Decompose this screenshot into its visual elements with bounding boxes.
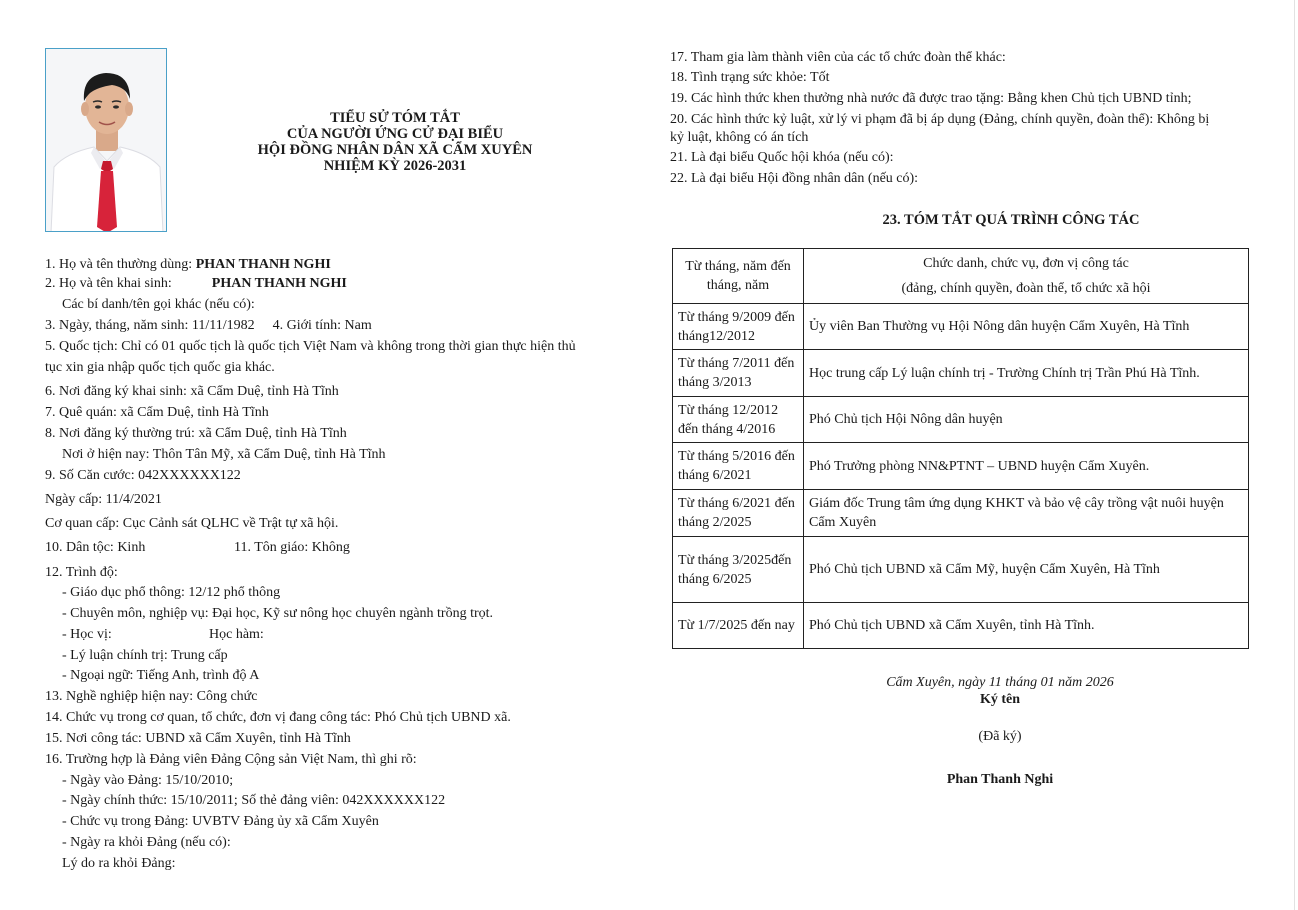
row-period: Từ tháng 12/2012 đến tháng 4/2016 (673, 397, 804, 443)
title-line-4: NHIỆM KỲ 2026-2031 (323, 158, 467, 174)
document-title (210, 110, 580, 174)
item-2-label: 2. Họ và tên khai sinh: (45, 276, 172, 291)
portrait-image (46, 49, 167, 232)
item-1-value: PHAN THANH NGHI (195, 257, 331, 272)
item-3-4-line (45, 317, 372, 335)
item-6-birthplace: 6. Nơi đăng ký khai sinh: xã Cẩm Duệ, tỉnh Hà Tĩnh (45, 384, 339, 399)
row-position: Phó Chủ tịch UBND xã Cẩm Xuyên, tỉnh Hà Tĩnh. (804, 603, 1249, 649)
party-leave-reason: Lý do ra khỏi Đảng: (62, 856, 176, 871)
header-position-line-2: (đảng, chính quyền, đoàn thể, tổ chức xã hội (901, 281, 1151, 296)
candidate-portrait-photo (45, 48, 167, 232)
item-8-residence: 8. Nơi đăng ký thường trú: xã Cẩm Duệ, tỉnh Hà Tĩnh (45, 426, 347, 441)
item-21-national-assembly: 21. Là đại biểu Quốc hội khóa (nếu có): (670, 150, 894, 165)
item-16-party: 16. Trường hợp là Đảng viên Đảng Cộng sản Việt Nam, thì ghi rõ: (45, 752, 417, 767)
row-position: Học trung cấp Lý luận chính trị - Trường Chính trị Trần Phú Hà Tĩnh. (804, 350, 1249, 397)
row-position: Giám đốc Trung tâm ứng dụng KHKT và bảo vệ cây trồng vật nuôi huyện Cẩm Xuyên (804, 490, 1249, 537)
title-line-3: HỘI ĐỒNG NHÂN DÂN XÃ CẨM XUYÊN (257, 142, 533, 158)
signature-name: Phan Thanh Nghi (946, 772, 1054, 787)
item-5-line-2: tục xin gia nhập quốc tịch quốc gia khác. (45, 360, 275, 375)
row-period: Từ 1/7/2025 đến nay (673, 603, 804, 649)
row-period: Từ tháng 3/2025đến tháng 6/2025 (673, 537, 804, 603)
party-position: - Chức vụ trong Đảng: UVBTV Đảng ủy xã Cẩm Xuyên (62, 814, 379, 829)
item-1-common-name (45, 256, 331, 274)
party-official-date: - Ngày chính thức: 15/10/2011; Số thẻ đảng viên: 042XXXXXX122 (62, 793, 446, 808)
table-row (673, 397, 1249, 443)
item-20-line-2: kỷ luật, không có án tích (670, 130, 809, 145)
party-leave-date: - Ngày ra khỏi Đảng (nếu có): (62, 835, 231, 850)
row-period: Từ tháng 6/2021 đến tháng 2/2025 (673, 490, 804, 537)
alias-line: Các bí danh/tên gọi khác (nếu có): (62, 297, 255, 312)
item-5-line-1: 5. Quốc tịch: Chỉ có 01 quốc tịch là quốc tịch Việt Nam và không trong thời gian thực hiện thủ (45, 339, 576, 354)
row-position: Phó Chủ tịch UBND xã Cẩm Mỹ, huyện Cẩm Xuyên, Hà Tĩnh (804, 537, 1249, 603)
edu-major: - Chuyên môn, nghiệp vụ: Đại học, Kỹ sư nông học chuyên ngành trồng trọt. (62, 606, 494, 621)
item-18-health: 18. Tình trạng sức khỏe: Tốt (670, 70, 830, 85)
item-13-occupation: 13. Nghề nghiệp hiện nay: Công chức (45, 689, 258, 704)
table-row (673, 490, 1249, 537)
section-23-title: 23. TÓM TẮT QUÁ TRÌNH CÔNG TÁC (882, 212, 1140, 228)
title-line-1: TIỂU SỬ TÓM TẮT (330, 110, 460, 126)
current-residence: Nơi ở hiện nay: Thôn Tân Mỹ, xã Cẩm Duệ, tỉnh Hà Tĩnh (62, 447, 386, 462)
id-issuer: Cơ quan cấp: Cục Cảnh sát QLHC về Trật tự xã hội. (45, 516, 339, 531)
item-22-peoples-council: 22. Là đại biểu Hội đồng nhân dân (nếu có): (670, 171, 919, 186)
table-row (673, 443, 1249, 490)
table-header-row (673, 249, 1249, 304)
edu-academic-title: Học hàm: (209, 627, 264, 642)
edu-politics: - Lý luận chính trị: Trung cấp (62, 648, 228, 663)
id-issue-date: Ngày cấp: 11/4/2021 (45, 492, 162, 507)
item-10-ethnicity: 10. Dân tộc: Kinh (45, 540, 146, 555)
item-1-label: 1. Họ và tên thường dùng: (45, 257, 196, 272)
signature-label: Ký tên (979, 692, 1021, 707)
title-line-2: CỦA NGƯỜI ỨNG CỬ ĐẠI BIỂU (286, 126, 504, 142)
party-join-date: - Ngày vào Đảng: 15/10/2010; (62, 773, 234, 788)
row-position: Phó Chủ tịch Hội Nông dân huyện (804, 397, 1249, 443)
item-19-awards: 19. Các hình thức khen thưởng nhà nước đã được trao tặng: Bằng khen Chủ tịch UBND tỉnh; (670, 91, 1192, 106)
header-position-line-1: Chức danh, chức vụ, đơn vị công tác (923, 256, 1129, 271)
table-row (673, 537, 1249, 603)
work-history-table (672, 248, 1249, 649)
item-20-line-1: 20. Các hình thức kỷ luật, xử lý vi phạm đã bị áp dụng (Đảng, chính quyền, đoàn thể): Không bị (670, 112, 1210, 127)
row-position: Ủy viên Ban Thường vụ Hội Nông dân huyện Cẩm Xuyên, Hà Tĩnh (804, 304, 1249, 350)
header-position (804, 249, 1249, 304)
row-period: Từ tháng 7/2011 đến tháng 3/2013 (673, 350, 804, 397)
edu-degree: - Học vị: (62, 627, 112, 642)
item-11-religion: 11. Tôn giáo: Không (234, 540, 350, 555)
row-position: Phó Trưởng phòng NN&PTNT – UBND huyện Cẩm Xuyên. (804, 443, 1249, 490)
item-9-id-number: 9. Số Căn cước: 042XXXXXX122 (45, 468, 241, 483)
edu-language: - Ngoại ngữ: Tiếng Anh, trình độ A (62, 668, 260, 683)
table-row (673, 350, 1249, 397)
item-4-gender: 4. Giới tính: Nam (272, 318, 372, 333)
table-row (673, 603, 1249, 649)
signature-place-date: Cẩm Xuyên, ngày 11 tháng 01 năm 2026 (886, 675, 1114, 690)
item-17-organizations: 17. Tham gia làm thành viên của các tổ chức đoàn thể khác: (670, 50, 1006, 65)
page-edge-divider (1294, 0, 1295, 910)
row-period: Từ tháng 9/2009 đến tháng12/2012 (673, 304, 804, 350)
edu-general: - Giáo dục phổ thông: 12/12 phổ thông (62, 585, 281, 600)
table-row (673, 304, 1249, 350)
signature-signed-note: (Đã ký) (978, 729, 1022, 744)
item-2-value: PHAN THANH NGHI (211, 276, 347, 291)
item-2-birth-name (45, 275, 347, 293)
header-period: Từ tháng, năm đến tháng, năm (673, 249, 804, 304)
item-3-dob: 3. Ngày, tháng, năm sinh: 11/11/1982 (45, 318, 255, 333)
item-15-workplace: 15. Nơi công tác: UBND xã Cẩm Xuyên, tỉnh Hà Tĩnh (45, 731, 351, 746)
item-12-education: 12. Trình độ: (45, 565, 118, 580)
item-7-hometown: 7. Quê quán: xã Cẩm Duệ, tỉnh Hà Tĩnh (45, 405, 269, 420)
row-period: Từ tháng 5/2016 đến tháng 6/2021 (673, 443, 804, 490)
item-14-position: 14. Chức vụ trong cơ quan, tổ chức, đơn vị đang công tác: Phó Chủ tịch UBND xã. (45, 710, 511, 725)
